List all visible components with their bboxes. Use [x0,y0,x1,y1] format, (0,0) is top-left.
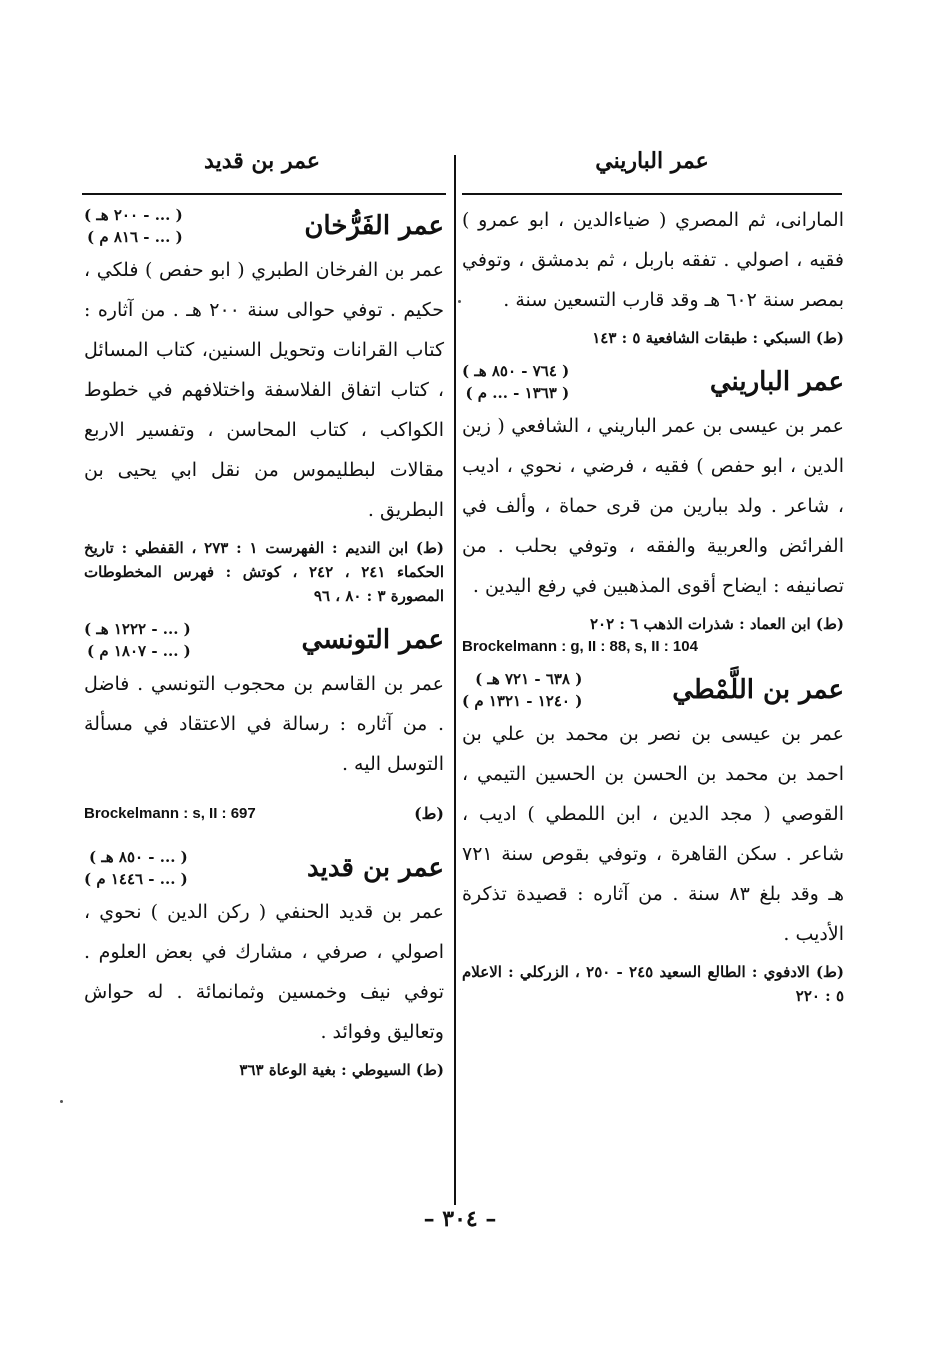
hijri-date: ( ... - ١٢٢٢ هـ ) [84,620,191,638]
entry-body: عمر بن عيسى بن نصر بن محمد بن علي بن احمد بن محمد بن الحسن بن الحسين التيمي ، القوصي ( مجد الدين ، ابن اللمطي ) اديب ، شاعر . سكن القاهرة ، وتوفي بقوص سنة ٧٢١ هـ وقد بلغ ٨٣ سنة . من آثاره : قصيدة تذكرة الأديب . [462,723,844,945]
running-header-left: عمر بن قديد [204,148,320,174]
continuation-text: المارانى، ثم المصري ( ضياءالدين ، ابو عمرو ) فقيه ، اصولي . تفقه باربل ، ثم بدمشق ، وتوفي بمصر سنة ٦٠٢ هـ وقد قارب التسعين سنة . [462,209,844,311]
entry-body: عمر بن قديد الحنفي ( ركن الدين ) نحوي ، اصولي ، صرفي ، مشارك في بعض العلوم . توفي نيف وخمسين وثمانمائة . له حواش وتعاليق وفوائد . [84,901,444,1043]
entry-header [462,360,844,404]
entry-dates [84,846,188,890]
entry-body: عمر بن القاسم بن محجوب التونسي . فاضل . من آثاره : رسالة في الاعتقاد في مسألة التوسل اليه . [84,673,444,775]
entry-qudayd [84,846,444,1082]
entry-name: عمر الباريني [709,367,844,397]
entry-reference: (ط) ابن النديم : الفهرست ١ : ٢٧٣ ، القفطي : تاريخ الحكماء ٢٤١ ، ٢٤٢ ، كوتش : فهرس المخطوطات المصورة ٣ : ٨٠ ، ٩٦ [84,539,444,605]
continuation-reference: (ط) السبكي : طبقات الشافعية ٥ : ١٤٣ [592,329,844,347]
entry-body: عمر بن عيسى بن عمر الباريني ، الشافعي ( زين الدين ، ابو حفص ) فقيه ، فرضي ، نحوي ، اديب ، شاعر . ولد ببارين من قرى حماة ، وألف في الفرائض والعربية والفقه ، وتوفي بحلب . من تصانيفه : ايضاح أقوى المذهبين في رفع اليدين . [462,415,844,597]
entry-bariini [462,360,844,658]
latin-reference: Brockelmann : s, II : 697 [84,805,256,822]
gregorian-date: ( ... - ١٤٤٦ م ) [84,870,188,888]
hijri-date: ( ... - ٨٥٠ هـ ) [89,848,188,866]
running-header-right: عمر الباريني [595,148,709,174]
header-rule-left [82,193,446,195]
right-column [462,200,844,1018]
entry-dates [84,204,183,248]
print-speck [458,300,461,303]
gregorian-date: ( ... - ١٨٠٧ م ) [87,642,191,660]
entry-name: عمر الفَرُّخان [304,211,444,241]
entry-dates [462,360,569,404]
hijri-date: ( ٧٦٤ - ٨٥٠ هـ ) [462,362,570,380]
reference-tag: (ط) [414,804,444,823]
entry-header [462,668,844,712]
entry-reference: (ط) السيوطي : بغية الوعاة ٣٦٣ [239,1061,444,1079]
latin-reference-row [84,794,444,834]
gregorian-date: ( ١٣٦٣ - ... م ) [465,384,570,402]
entry-tunisi [84,618,444,834]
print-speck [60,1100,63,1103]
entry-dates [462,668,582,712]
entry-farrukhan [84,204,444,608]
gregorian-date: ( ... - ٨١٦ م ) [87,228,183,246]
entry-header [84,846,444,890]
entry-name: عمر التونسي [301,625,444,655]
entry-name: عمر بن اللَّمْطي [672,675,844,705]
entry-lamti [462,668,844,1008]
entry-dates [84,618,191,662]
latin-reference: Brockelmann : g, II : 88, s, II : 104 [462,638,698,655]
entry-name: عمر بن قديد [307,853,444,883]
hijri-date: ( ٦٣٨ - ٧٢١ هـ ) [475,670,583,688]
gregorian-date: ( ١٢٤٠ - ١٣٢١ م ) [462,692,583,710]
header-rule-right [462,193,842,195]
entry-reference: (ط) الادفوي : الطالع السعيد ٢٤٥ - ٢٥٠ ، الزركلي : الاعلام ٥ : ٢٢٠ [462,963,845,1005]
entry-body: عمر بن الفرخان الطبري ( ابو حفص ) فلكي ، حكيم . توفي حوالى سنة ٢٠٠ هـ . من آثاره : كتاب القرانات وتحويل السنين، كتاب المسائل ، كتاب اتفاق الفلاسفة واختلافهم في خطوط الكواكب ، كتاب المحاسن ، وتفسير الاربع مقالات لبطليموس من نقل ابي يحيى بن البطريق . [84,259,444,521]
entry-reference: (ط) ابن العماد : شذرات الذهب ٦ : ٢٠٢ [589,615,844,633]
page-number: – ٣٠٤ – [423,1206,497,1232]
column-divider [454,155,456,1205]
left-column [84,200,444,1092]
entry-header [84,618,444,662]
entry-header [84,204,444,248]
hijri-date: ( ... - ٢٠٠ هـ ) [84,206,183,224]
